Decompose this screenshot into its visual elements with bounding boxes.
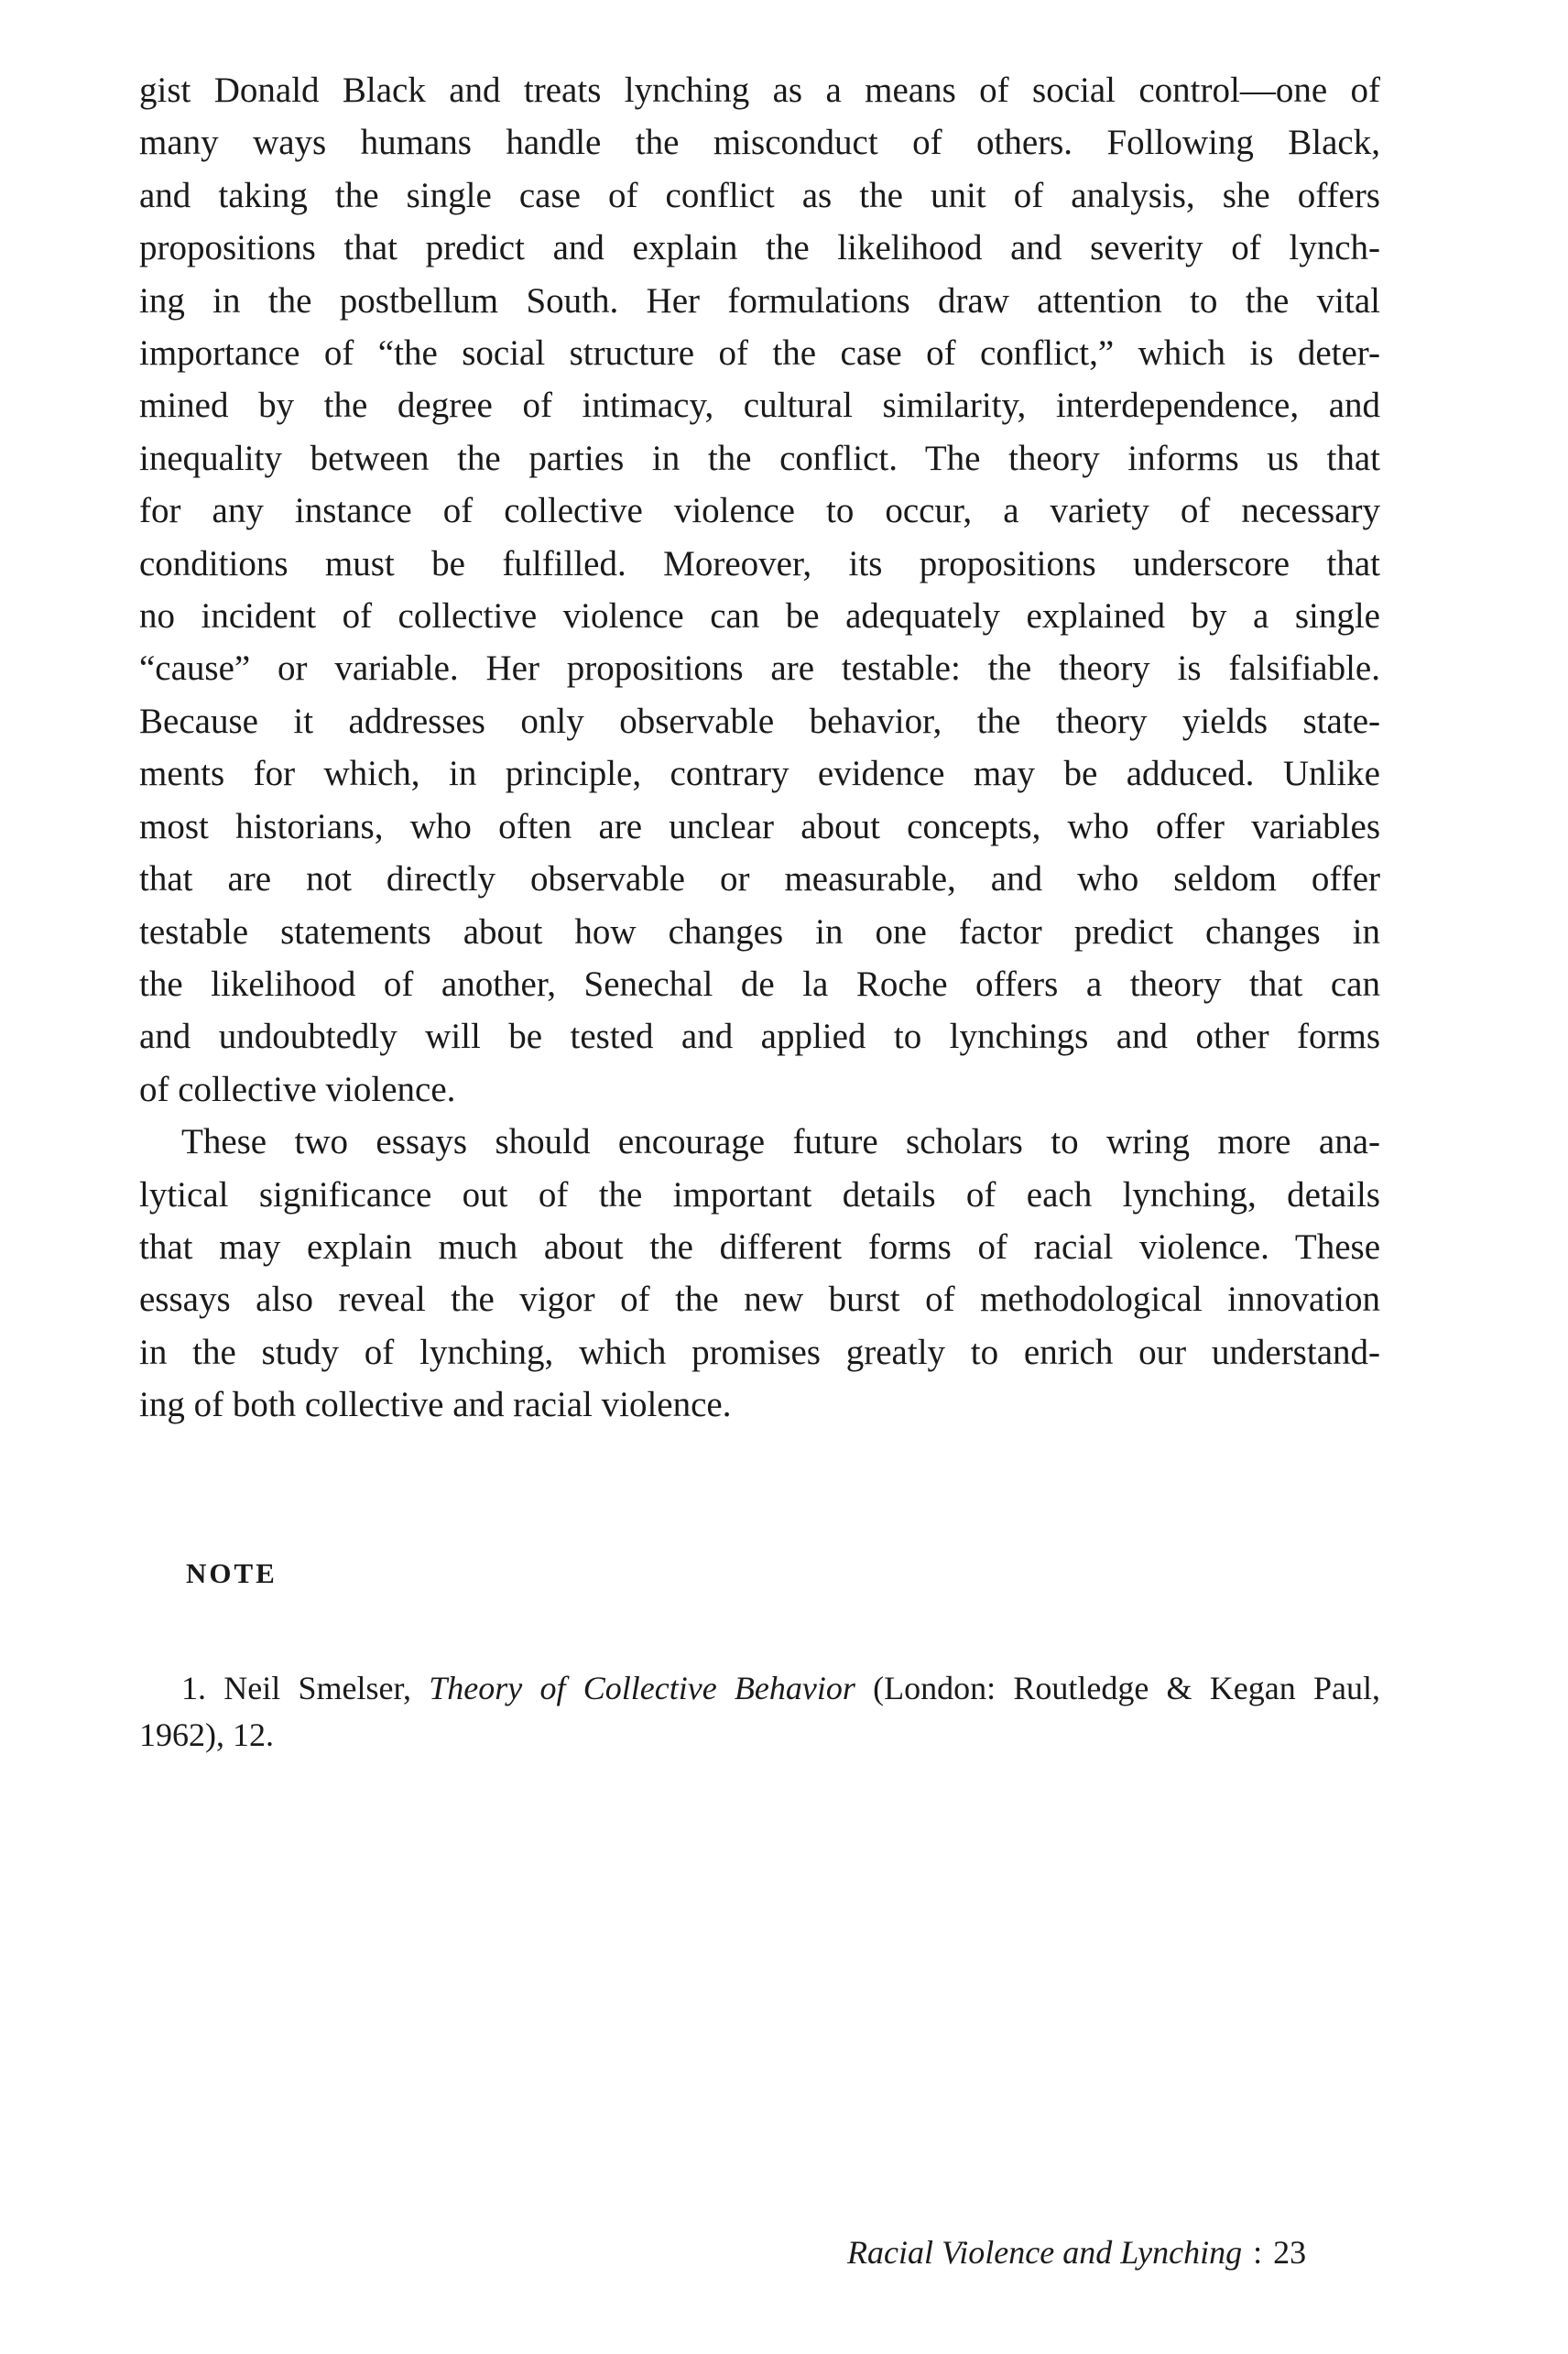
text-line: “cause” or variable. Her propositions are testable: the theory is falsifiable. bbox=[139, 648, 1380, 689]
text-line: Because it addresses only observable behavior, the theory yields state- bbox=[139, 701, 1380, 741]
text-line: most historians, who often are unclear about concepts, who offer variables bbox=[139, 806, 1380, 846]
body-text bbox=[139, 64, 1380, 1432]
text-line: many ways humans handle the misconduct of others. Following Black, bbox=[139, 123, 1380, 163]
text-line: ing in the postbellum South. Her formulations draw attention to the vital bbox=[139, 280, 1380, 321]
text-line: essays also reveal the vigor of the new burst of methodological innovation bbox=[139, 1280, 1380, 1320]
text-line: in the study of lynching, which promises greatly to enrich our understand- bbox=[139, 1332, 1380, 1372]
text-line: testable statements about how changes in one factor predict changes in bbox=[139, 911, 1380, 952]
text-line: conditions must be fulfilled. Moreover, its propositions underscore that bbox=[139, 543, 1380, 583]
text-line: that may explain much about the different forms of racial violence. These bbox=[139, 1226, 1380, 1267]
text-line: gist Donald Black and treats lynching as a means of social control—one of bbox=[139, 71, 1380, 110]
text-line: of collective violence. bbox=[139, 1069, 456, 1109]
text-line: no incident of collective violence can be adequately explained by a single bbox=[139, 596, 1380, 637]
footnote-book-title: Theory of Collective Behavior bbox=[429, 1670, 855, 1706]
text-line: the likelihood of another, Senechal de la Roche offers a theory that can bbox=[139, 964, 1380, 1004]
page-footer bbox=[847, 2233, 1342, 2272]
footnote bbox=[139, 1665, 1380, 1759]
footer-separator: : bbox=[1253, 2234, 1263, 2271]
text-line: propositions that predict and explain the likelihood and severity of lynch- bbox=[139, 228, 1380, 268]
page-number: 23 bbox=[1273, 2234, 1307, 2271]
running-title: Racial Violence and Lynching bbox=[847, 2234, 1243, 2271]
footnote-publication: (London: Routledge & Kegan Paul, bbox=[873, 1670, 1381, 1706]
text-line: ing of both collective and racial violence. bbox=[139, 1385, 732, 1425]
text-line: mined by the degree of intimacy, cultural similarity, interdependence, and bbox=[139, 386, 1380, 426]
text-line: ments for which, in principle, contrary evidence may be adduced. Unlike bbox=[139, 754, 1380, 794]
note-heading: NOTE bbox=[186, 1557, 278, 1589]
footnote-author: Neil Smelser, bbox=[223, 1670, 412, 1706]
text-line: importance of “the social structure of the case of conflict,” which is deter- bbox=[139, 333, 1380, 374]
text-line: that are not directly observable or measurable, and who seldom offer bbox=[139, 859, 1380, 899]
footnote-line bbox=[139, 1665, 1380, 1712]
text-line: and undoubtedly will be tested and applied to lynchings and other forms bbox=[139, 1017, 1380, 1057]
text-line: for any instance of collective violence to occur, a variety of necessary bbox=[139, 491, 1380, 531]
footnote-line: 1962), 12. bbox=[139, 1716, 274, 1753]
paragraph-2 bbox=[139, 1116, 1380, 1431]
text-line: These two essays should encourage future scholars to wring more ana- bbox=[181, 1122, 1380, 1162]
footnote-number: 1. bbox=[181, 1670, 206, 1706]
text-line: lytical significance out of the important details of each lynching, details bbox=[139, 1174, 1380, 1215]
paragraph-1 bbox=[139, 64, 1380, 1116]
text-line: and taking the single case of conflict as the unit of analysis, she offers bbox=[139, 175, 1380, 215]
text-line: inequality between the parties in the conflict. The theory informs us that bbox=[139, 438, 1380, 478]
